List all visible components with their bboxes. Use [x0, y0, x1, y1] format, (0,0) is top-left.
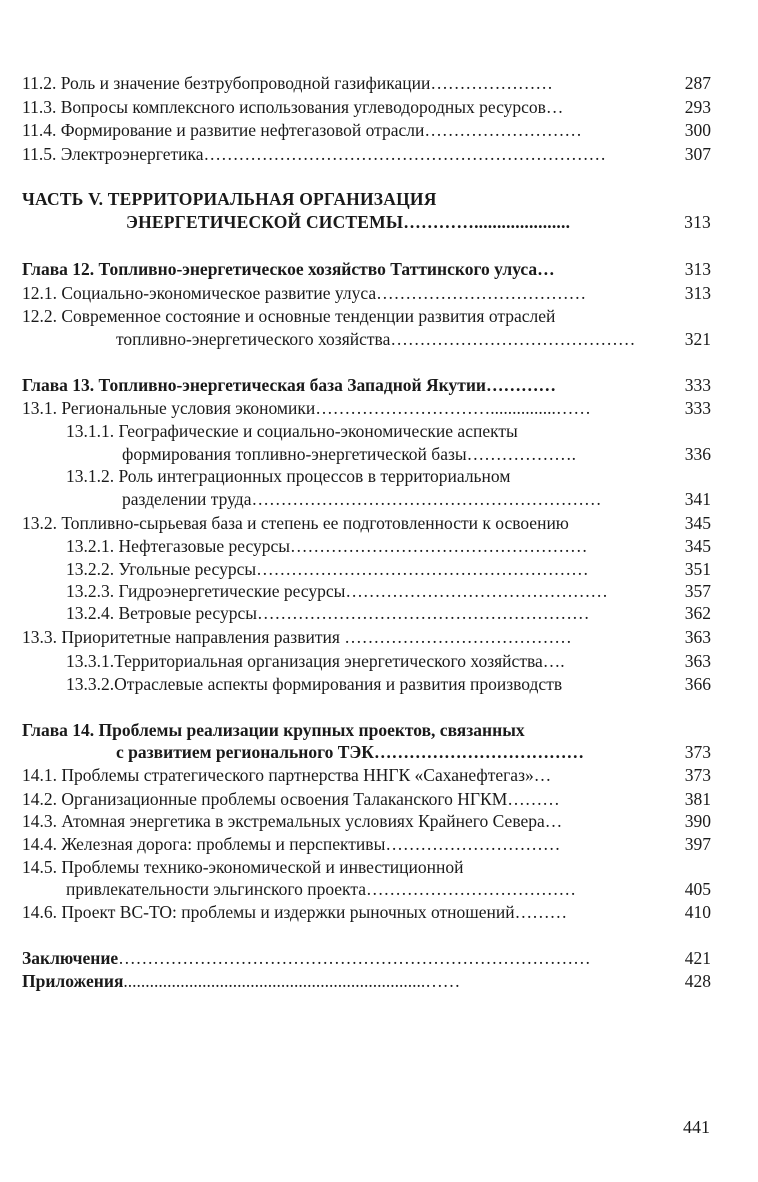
toc-entry-appendix [0, 970, 758, 993]
chapter-heading [0, 258, 758, 281]
toc-entry-page: 313 [684, 259, 711, 279]
toc-entry [0, 143, 758, 166]
toc-entry-title: 11.2. Роль и значение безтрубопроводной газификации………………… [22, 73, 553, 93]
toc-entry [0, 397, 758, 420]
toc-entry-page: 421 [684, 948, 711, 968]
toc-entry-page: 287 [684, 73, 711, 93]
toc-entry [0, 833, 758, 856]
toc-entry-page: 363 [684, 651, 711, 671]
chapter-title: Глава 12. Топливно-энергетическое хозяйство Таттинского улуса… [22, 259, 555, 279]
toc-entry-page: 373 [684, 742, 711, 762]
toc-entry-title: разделении труда…………………………………………………… [122, 489, 602, 509]
toc-entry-title: 11.4. Формирование и развитие нефтегазовой отрасли……………………… [22, 120, 582, 140]
toc-entry-title: 13.3. Приоритетные направления развития ………………………………… [22, 627, 572, 647]
toc-entry-page: 336 [684, 444, 711, 464]
toc-entry-title: 13.1.1. Географические и социально-экономические аспекты [66, 421, 518, 441]
part-heading-title: ЧАСТЬ V. ТЕРРИТОРИАЛЬНАЯ ОРГАНИЗАЦИЯ [22, 189, 437, 209]
toc-entry-conclusion [0, 947, 758, 970]
toc-entry-page: 300 [684, 120, 711, 140]
toc-entry-title: 14.2. Организационные проблемы освоения Талаканского НГКМ……… [22, 789, 560, 809]
page-number: 441 [683, 1117, 710, 1137]
chapter-heading [0, 741, 758, 764]
toc-entry [0, 788, 758, 811]
toc-entry-title: формирования топливно-энергетической базы………………. [122, 444, 577, 464]
toc-entry [0, 764, 758, 787]
toc-entry [0, 282, 758, 305]
toc-entry-title: 13.2.3. Гидроэнергетические ресурсы……………………………………… [66, 581, 608, 601]
toc-entry-title: 13.2. Топливно-сырьевая база и степень ее подготовленности к освоению [22, 513, 569, 533]
toc-entry [0, 96, 758, 119]
toc-entry-page: 345 [684, 513, 711, 533]
toc-entry-title: 12.2. Современное состояние и основные тенденции развития отраслей [22, 306, 556, 326]
toc-entry-title: 13.2.1. Нефтегазовые ресурсы…………………………………………… [66, 536, 588, 556]
chapter-title: Глава 13. Топливно-энергетическая база Западной Якутии………… [22, 375, 556, 395]
chapter-title: с развитием регионального ТЭК……………………………… [116, 742, 584, 762]
toc-entry [0, 535, 758, 558]
toc-entry [0, 580, 758, 603]
toc-entry [0, 558, 758, 581]
toc-entry-page: 390 [684, 811, 711, 831]
toc-entry-page: 397 [684, 834, 711, 854]
toc-entry-title: 13.1. Региональные условия экономики…………………………...............…… [22, 398, 591, 418]
chapter-title: Глава 14. Проблемы реализации крупных проектов, связанных [22, 720, 525, 740]
toc-entry [0, 305, 758, 328]
chapter-heading [0, 374, 758, 397]
toc-entry [0, 878, 758, 901]
part-heading [0, 211, 758, 234]
toc-entry [0, 602, 758, 625]
toc-entry-title: привлекательности эльгинского проекта……………………………… [66, 879, 576, 899]
toc-entry-title: 11.3. Вопросы комплексного использования углеводородных ресурсов… [22, 97, 564, 117]
toc-entry-page: 321 [684, 329, 711, 349]
toc-entry-page: 405 [684, 879, 711, 899]
toc-entry-title: 13.3.1.Территориальная организация энергетического хозяйства…. [66, 651, 565, 671]
toc-entry-title: 13.1.2. Роль интеграционных процессов в территориальном [66, 466, 511, 486]
toc-entry [0, 856, 758, 879]
toc-entry-page: 410 [684, 902, 711, 922]
toc-entry-page: 363 [684, 627, 711, 647]
toc-entry-title: 14.1. Проблемы стратегического партнерства ННГК «Саханефтегаз»… [22, 765, 552, 785]
toc-entry-page: 333 [684, 375, 711, 395]
part-heading [0, 188, 758, 211]
toc-entry-page: 362 [684, 603, 711, 623]
toc-entry-page: 333 [684, 398, 711, 418]
toc-entry-title: 13.2.4. Ветровые ресурсы………………………………………………… [66, 603, 590, 623]
toc-entry-page: 428 [684, 971, 711, 991]
toc-entry [0, 512, 758, 535]
toc-entry [0, 420, 758, 443]
toc-entry [0, 465, 758, 488]
toc-entry-page: 366 [684, 674, 711, 694]
toc-entry [0, 443, 758, 466]
toc-entry-title: 12.1. Социально-экономическое развитие улуса……………………………… [22, 283, 587, 303]
toc-entry-page: 345 [684, 536, 711, 556]
toc-entry-title: 14.5. Проблемы технико-экономической и инвестиционной [22, 857, 464, 877]
toc-entry-page: 341 [684, 489, 711, 509]
toc-entry-page: 313 [684, 283, 711, 303]
toc-entry-title: Приложения.....................................................................…… [22, 971, 461, 991]
toc-entry-page: 373 [684, 765, 711, 785]
toc-entry [0, 119, 758, 142]
toc-entry-title: 14.6. Проект ВС-ТО: проблемы и издержки рыночных отношений……… [22, 902, 568, 922]
toc-entry-title: топливно-энергетического хозяйства…………………………………… [116, 329, 636, 349]
toc-entry-page: 351 [684, 559, 711, 579]
toc-entry [0, 328, 758, 351]
toc-entry [0, 673, 758, 696]
toc-entry [0, 488, 758, 511]
toc-entry-page: 357 [684, 581, 711, 601]
toc-entry-title: 14.4. Железная дорога: проблемы и перспективы………………………… [22, 834, 561, 854]
toc-entry-page: 381 [684, 789, 711, 809]
toc-entry-title: Заключение……………………………………………………………………… [22, 948, 591, 968]
toc-entry [0, 626, 758, 649]
toc-entry-title: 13.3.2.Отраслевые аспекты формирования и развития производств [66, 674, 563, 694]
toc-entry-title: 13.2.2. Угольные ресурсы………………………………………………… [66, 559, 589, 579]
toc-entry-page: 293 [684, 97, 711, 117]
toc-entry [0, 650, 758, 673]
toc-entry-title: 11.5. Электроэнергетика…………………………………………………………… [22, 144, 607, 164]
chapter-heading [0, 719, 758, 742]
toc-entry [0, 72, 758, 95]
toc-entry-title: 14.3. Атомная энергетика в экстремальных условиях Крайнего Севера… [22, 811, 563, 831]
toc-entry-page: 307 [684, 144, 711, 164]
toc-entry-page: 313 [684, 212, 711, 232]
part-heading-title: ЭНЕРГЕТИЧЕСКОЙ СИСТЕМЫ…………..................... [126, 212, 571, 232]
toc-entry [0, 810, 758, 833]
toc-entry [0, 901, 758, 924]
